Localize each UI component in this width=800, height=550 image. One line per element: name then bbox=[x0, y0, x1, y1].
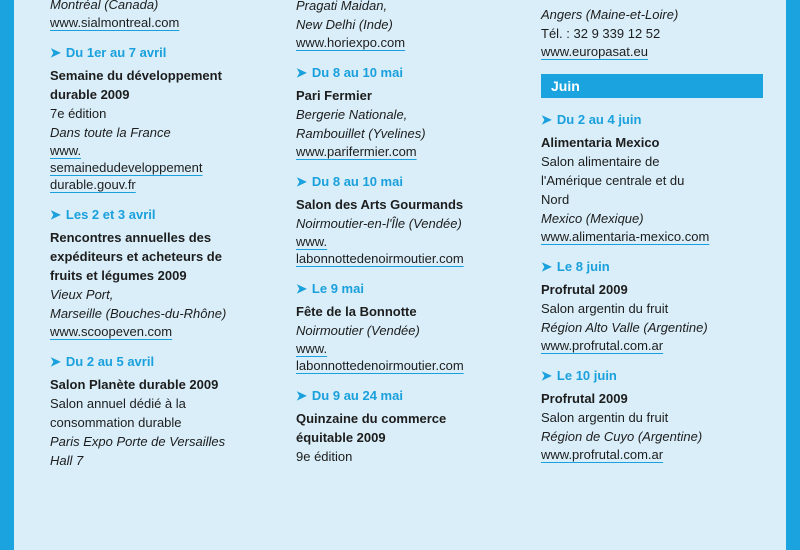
event-date bbox=[541, 259, 766, 275]
event-date-text: Le 8 juin bbox=[556, 259, 610, 274]
event-url[interactable]: www.profrutal.com.ar bbox=[541, 447, 664, 462]
event-location: Région de Cuyo (Argentine) bbox=[541, 429, 703, 444]
chevron-right-icon: ➤ bbox=[296, 388, 307, 403]
event-url[interactable]: semainedudeveloppement bbox=[50, 160, 203, 175]
event-continued bbox=[541, 5, 766, 60]
column-3 bbox=[541, 5, 766, 477]
chevron-right-icon: ➤ bbox=[296, 65, 307, 80]
event-date-text: Les 2 et 3 avril bbox=[65, 207, 156, 222]
event-date-text: Du 2 au 4 juin bbox=[556, 112, 642, 127]
event-title: Profrutal 2009 bbox=[541, 391, 628, 406]
event-location: Noirmoutier-en-l'Île (Vendée) bbox=[296, 216, 462, 231]
event-date-text: Le 9 mai bbox=[311, 281, 364, 296]
event-date bbox=[296, 281, 521, 297]
event-url[interactable]: labonnottedenoirmoutier.com bbox=[296, 251, 464, 266]
event-item bbox=[296, 174, 521, 267]
event-url[interactable]: www.sialmontreal.com bbox=[50, 15, 180, 30]
event-item bbox=[296, 388, 521, 466]
event-url[interactable]: labonnottedenoirmoutier.com bbox=[296, 358, 464, 373]
event-date bbox=[50, 354, 275, 370]
event-date-text: Du 2 au 5 avril bbox=[65, 354, 155, 369]
event-title: Alimentaria Mexico bbox=[541, 135, 660, 150]
event-date bbox=[296, 65, 521, 81]
right-edge-bar bbox=[786, 0, 800, 550]
event-date bbox=[541, 112, 766, 128]
event-description: consommation durable bbox=[50, 415, 182, 430]
event-url[interactable]: www.profrutal.com.ar bbox=[541, 338, 664, 353]
event-title: Salon Planète durable 2009 bbox=[50, 377, 219, 392]
event-title: expéditeurs et acheteurs de bbox=[50, 249, 222, 264]
event-description: Salon argentin du fruit bbox=[541, 410, 669, 425]
event-title: Profrutal 2009 bbox=[541, 282, 628, 297]
event-title: Rencontres annuelles des bbox=[50, 230, 212, 245]
event-description: Salon argentin du fruit bbox=[541, 301, 669, 316]
event-date-text: Du 8 au 10 mai bbox=[311, 174, 403, 189]
event-date-text: Le 10 juin bbox=[556, 368, 617, 383]
chevron-right-icon: ➤ bbox=[50, 207, 61, 222]
event-title: Salon des Arts Gourmands bbox=[296, 197, 464, 212]
event-title: Fête de la Bonnotte bbox=[296, 304, 417, 319]
event-item bbox=[296, 281, 521, 374]
event-location: Paris Expo Porte de Versailles bbox=[50, 434, 226, 449]
event-description: l'Amérique centrale et du bbox=[541, 173, 685, 188]
event-title: Pari Fermier bbox=[296, 88, 372, 103]
event-description: Salon alimentaire de bbox=[541, 154, 660, 169]
event-date-text: Du 8 au 10 mai bbox=[311, 65, 403, 80]
event-location: Vieux Port, bbox=[50, 287, 114, 302]
event-title: durable 2009 bbox=[50, 87, 130, 102]
event-phone: Tél. : 32 9 339 12 52 bbox=[541, 26, 661, 41]
event-continued bbox=[50, 0, 275, 31]
event-edition: 7e édition bbox=[50, 106, 107, 121]
event-url[interactable]: www.horiexpo.com bbox=[296, 35, 406, 50]
event-url[interactable]: www.europasat.eu bbox=[541, 44, 648, 59]
event-location: Région Alto Valle (Argentine) bbox=[541, 320, 708, 335]
chevron-right-icon: ➤ bbox=[50, 354, 61, 369]
event-item bbox=[50, 354, 275, 470]
event-url[interactable]: www.parifermier.com bbox=[296, 144, 417, 159]
event-location: Bergerie Nationale, bbox=[296, 107, 408, 122]
chevron-right-icon: ➤ bbox=[296, 174, 307, 189]
event-url[interactable]: www. bbox=[50, 143, 82, 158]
event-url[interactable]: www. bbox=[296, 234, 328, 249]
event-item bbox=[541, 368, 766, 463]
event-date bbox=[50, 207, 275, 223]
event-date bbox=[541, 368, 766, 384]
event-location: Noirmoutier (Vendée) bbox=[296, 323, 420, 338]
event-item bbox=[50, 45, 275, 193]
event-title: Semaine du développement bbox=[50, 68, 222, 83]
event-url[interactable]: www.scoopeven.com bbox=[50, 324, 173, 339]
column-2 bbox=[296, 0, 521, 480]
event-location: Rambouillet (Yvelines) bbox=[296, 126, 426, 141]
chevron-right-icon: ➤ bbox=[50, 45, 61, 60]
event-location: Hall 7 bbox=[50, 453, 84, 468]
event-location: Marseille (Bouches-du-Rhône) bbox=[50, 306, 227, 321]
event-location: New Delhi (Inde) bbox=[296, 17, 393, 32]
left-edge-bar bbox=[0, 0, 14, 550]
event-url[interactable]: www. bbox=[296, 341, 328, 356]
event-location: Pragati Maidan, bbox=[296, 0, 388, 13]
event-date-text: Du 9 au 24 mai bbox=[311, 388, 403, 403]
event-date-text: Du 1er au 7 avril bbox=[65, 45, 167, 60]
event-location: Mexico (Mexique) bbox=[541, 211, 644, 226]
event-item bbox=[541, 259, 766, 354]
chevron-right-icon: ➤ bbox=[541, 112, 552, 127]
event-title: équitable 2009 bbox=[296, 430, 386, 445]
event-url[interactable]: www.alimentaria-mexico.com bbox=[541, 229, 710, 244]
event-edition: 9e édition bbox=[296, 449, 353, 464]
chevron-right-icon: ➤ bbox=[541, 259, 552, 274]
event-continued bbox=[296, 0, 521, 51]
event-location: Montréal (Canada) bbox=[50, 0, 159, 12]
event-item bbox=[541, 112, 766, 245]
chevron-right-icon: ➤ bbox=[296, 281, 307, 296]
event-date bbox=[296, 388, 521, 404]
event-date bbox=[50, 45, 275, 61]
event-title: fruits et légumes 2009 bbox=[50, 268, 187, 283]
event-item bbox=[296, 65, 521, 160]
event-location: Dans toute la France bbox=[50, 125, 171, 140]
month-header: Juin bbox=[541, 74, 763, 98]
event-url[interactable]: durable.gouv.fr bbox=[50, 177, 136, 192]
chevron-right-icon: ➤ bbox=[541, 368, 552, 383]
event-item bbox=[50, 207, 275, 340]
column-1 bbox=[50, 0, 275, 484]
event-description: Salon annuel dédié à la bbox=[50, 396, 186, 411]
event-description: Nord bbox=[541, 192, 570, 207]
event-title: Quinzaine du commerce bbox=[296, 411, 447, 426]
event-location: Angers (Maine-et-Loire) bbox=[541, 7, 679, 22]
event-date bbox=[296, 174, 521, 190]
